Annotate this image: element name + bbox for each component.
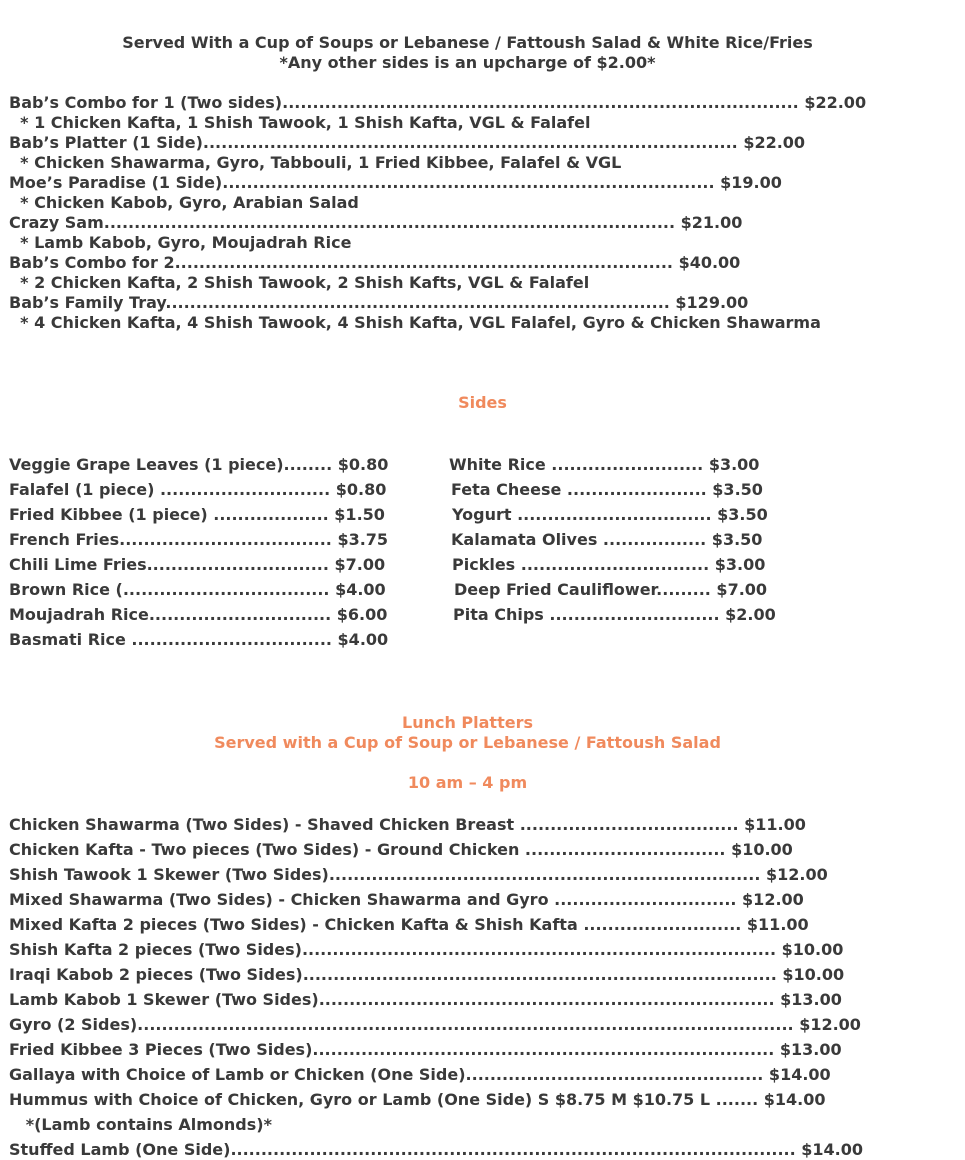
side-item: Moujadrah Rice.............................. $6.00 <box>9 605 388 624</box>
sides-title: Sides <box>458 393 507 412</box>
side-item: Yogurt ................................ $3.50 <box>452 505 768 524</box>
combo-desc: * Lamb Kabob, Gyro, Moujadrah Rice <box>9 233 352 252</box>
lunch-title: Lunch Platters <box>402 713 533 732</box>
lunch-item: Shish Tawook 1 Skewer (Two Sides)....................................................................... $12.00 <box>9 865 828 884</box>
side-item: French Fries................................... $3.75 <box>9 530 389 549</box>
lunch-item-note: *(Lamb contains Almonds)* <box>9 1115 272 1134</box>
combo-line: Bab’s Combo for 1 (Two sides)..................................................................................... $22.00 <box>9 93 867 112</box>
combo-line: Bab’s Combo for 2.................................................................................. $40.00 <box>9 253 741 272</box>
combo-desc: * Chicken Kabob, Gyro, Arabian Salad <box>9 193 359 212</box>
side-item: Pickles ............................... $3.00 <box>452 555 766 574</box>
side-item: Basmati Rice ................................. $4.00 <box>9 630 389 649</box>
combos-upcharge-note: *Any other sides is an upcharge of $2.00* <box>279 53 656 72</box>
lunch-item: Mixed Kafta 2 pieces (Two Sides) - Chicken Kafta & Shish Kafta .......................... $11.00 <box>9 915 809 934</box>
combos-served-with: Served With a Cup of Soups or Lebanese / Fattoush Salad & White Rice/Fries <box>122 33 813 52</box>
lunch-item: Shish Kafta 2 pieces (Two Sides).............................................................................. $10.00 <box>9 940 844 959</box>
side-item: Deep Fried Cauliflower......... $7.00 <box>454 580 768 599</box>
lunch-item: Chicken Shawarma (Two Sides) - Shaved Chicken Breast .................................... $11.00 <box>9 815 806 834</box>
lunch-item: Hummus with Choice of Chicken, Gyro or Lamb (One Side) S $8.75 M $10.75 L ....... $14.00 <box>9 1090 826 1109</box>
side-item: Falafel (1 piece) ............................ $0.80 <box>9 480 387 499</box>
side-item: Feta Cheese ....................... $3.50 <box>451 480 763 499</box>
lunch-item: Mixed Shawarma (Two Sides) - Chicken Shawarma and Gyro .............................. $12.00 <box>9 890 804 909</box>
side-item: White Rice ......................... $3.00 <box>449 455 760 474</box>
side-item: Kalamata Olives ................. $3.50 <box>451 530 763 549</box>
lunch-subtitle: Served with a Cup of Soup or Lebanese / Fattoush Salad <box>214 733 721 752</box>
side-item: Pita Chips ............................ $2.00 <box>453 605 776 624</box>
side-item: Veggie Grape Leaves (1 piece)........ $0.80 <box>9 455 389 474</box>
lunch-item: Fried Kibbee 3 Pieces (Two Sides)............................................................................ $13.00 <box>9 1040 842 1059</box>
lunch-item: Lamb Kabob 1 Skewer (Two Sides)........................................................................... $13.00 <box>9 990 842 1009</box>
side-item: Brown Rice (.................................. $4.00 <box>9 580 386 599</box>
combo-line: Bab’s Platter (1 Side)........................................................................................ $22.00 <box>9 133 806 152</box>
lunch-item: Gyro (2 Sides)............................................................................................................ $12.00 <box>9 1015 861 1034</box>
combo-line: Moe’s Paradise (1 Side)................................................................................. $19.00 <box>9 173 782 192</box>
combo-line: Crazy Sam.............................................................................................. $21.00 <box>9 213 743 232</box>
combo-desc: * Chicken Shawarma, Gyro, Tabbouli, 1 Fried Kibbee, Falafel & VGL <box>9 153 622 172</box>
combo-desc: * 1 Chicken Kafta, 1 Shish Tawook, 1 Shish Kafta, VGL & Falafel <box>9 113 591 132</box>
combo-desc: * 4 Chicken Kafta, 4 Shish Tawook, 4 Shish Kafta, VGL Falafel, Gyro & Chicken Shawarma <box>9 313 821 332</box>
lunch-item: Stuffed Lamb (One Side)............................................................................................. $14.00 <box>9 1140 864 1159</box>
lunch-item: Iraqi Kabob 2 pieces (Two Sides).............................................................................. $10.00 <box>9 965 845 984</box>
lunch-item: Chicken Kafta - Two pieces (Two Sides) - Ground Chicken ................................. $10.00 <box>9 840 793 859</box>
lunch-hours: 10 am – 4 pm <box>407 773 528 792</box>
lunch-item: Gallaya with Choice of Lamb or Chicken (One Side)................................................. $14.00 <box>9 1065 831 1084</box>
combo-desc: * 2 Chicken Kafta, 2 Shish Tawook, 2 Shish Kafts, VGL & Falafel <box>9 273 590 292</box>
side-item: Chili Lime Fries.............................. $7.00 <box>9 555 386 574</box>
combo-line: Bab’s Family Tray................................................................................... $129.00 <box>9 293 749 312</box>
side-item: Fried Kibbee (1 piece) ................... $1.50 <box>9 505 385 524</box>
